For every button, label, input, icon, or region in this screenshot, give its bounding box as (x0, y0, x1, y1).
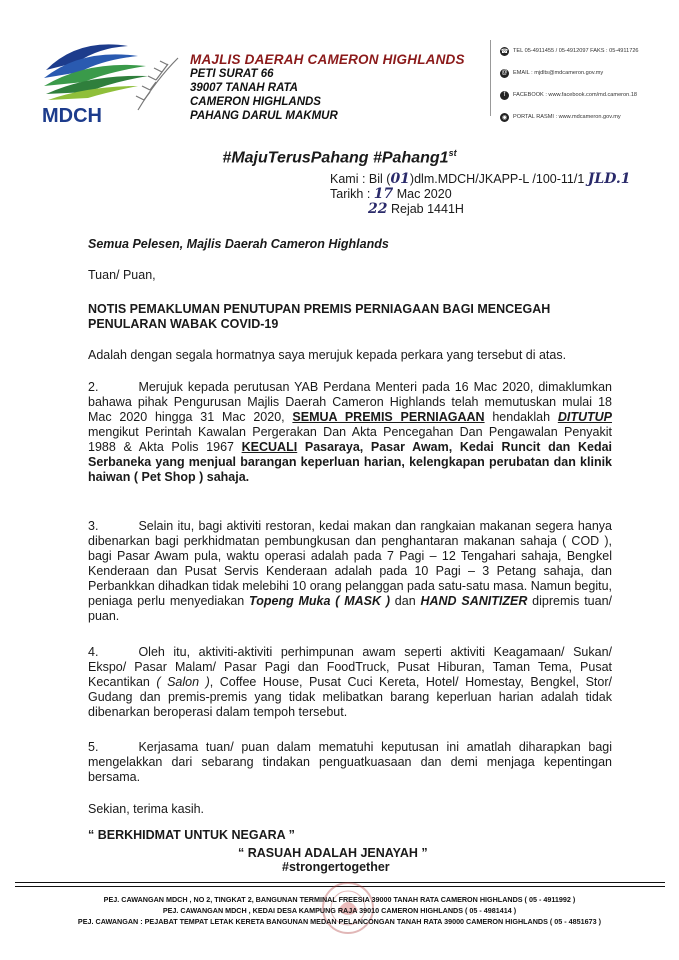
portal-icon: ◉ (501, 114, 508, 121)
contact-email: @ EMAIL : mjdlts@mdcameron.gov.my (501, 70, 604, 76)
reference-number: Kami : Bil (01)dlm.MDCH/JKAPP-L /100-11/1 JLD.1 (330, 171, 631, 187)
org-name: MAJLIS DAERAH CAMERON HIGHLANDS (190, 52, 465, 67)
footer-line-2: PEJ. CAWANGAN MDCH , KEDAI DESA KAMPUNG RAJA 39010 CAMERON HIGHLANDS ( 05 - 4981414 ) (162, 906, 517, 915)
reference-hijri: 22 Rejab 1441H (368, 201, 464, 217)
address-line-4: PAHANG DARUL MAKMUR (190, 110, 338, 122)
address-line-3: CAMERON HIGHLANDS (190, 96, 321, 108)
hashtag-title: #MajuTerusPahang #Pahang1st (222, 148, 457, 167)
footer-line-3: PEJ. CAWANGAN : PEJABAT TEMPAT LETAK KERETA BANGUNAN MEDAN PELANCONGAN TANAH RATA 39000 CAMERON HIGHLANDS ( 05 - 4851673 ) (77, 917, 602, 926)
contact-list (500, 40, 639, 128)
thanks-line: Sekian, terima kasih. (88, 802, 205, 816)
salutation: Semua Pelesen, Majlis Daerah Cameron Highlands (88, 237, 389, 251)
reference-block (330, 172, 631, 217)
facebook-icon: f (500, 91, 509, 100)
org-block (190, 52, 465, 123)
closing-motto-2: “ RASUAH ADALAH JENAYAH ” (238, 846, 428, 860)
paragraph-4: 4. Oleh itu, aktiviti-aktiviti perhimpunan awam seperti aktiviti Keagamaan/ Sukan/ Ekspo/ Pasar Malam/ Pasar Pagi dan FoodTruck, Pusat Hiburan, Taman Tema, Pusat Kecantikan ( Salon ), Coffee House, Pusat Cuci Kereta, Hotel/ Homestay, Bengkel, Stor/ Gudang dan premis-premis yang tidak melibatkan barang keperluan harian adalah tidak dibenarkan beroperasi dalam tempoh tersebut. (88, 645, 612, 719)
subject: NOTIS PEMAKLUMAN PENUTUPAN PREMIS PERNIAGAAN BAGI MENCEGAH PENULARAN WABAK COVID-19 (88, 302, 551, 331)
phone-icon: ☎ (500, 48, 509, 55)
reference-date: Tarikh : 17 Mac 2020 (330, 186, 452, 202)
intro-paragraph: Adalah dengan segala hormatnya saya merujuk kepada perkara yang tersebut di atas. (88, 348, 567, 362)
contact-portal: ◉ PORTAL RASMI : www.mdcameron.gov.my (501, 114, 621, 121)
closing-hashtag: #strongertogether (282, 860, 390, 874)
svg-text:MDCH: MDCH (42, 105, 102, 126)
mdch-logo (38, 30, 188, 126)
contact-facebook: f FACEBOOK : www.facebook.com/md.cameron.18 (500, 84, 639, 106)
address-line-1: PETI SURAT 66 (190, 68, 274, 80)
paragraph-3: 3. Selain itu, bagi aktiviti restoran, kedai makan dan rangkaian makanan segera hanya dibenarkan bagi perkhidmatan pembungkusan dan penghantaran makanan sahaja ( COD ), bagi Pasar Awam pula, waktu operasi adalah pada 7 Pagi – 12 Tengahari sahaja, Bengkel Kenderaan dan Pusat Servis Kenderaan adalah pada 10 Pagi – 3 Petang sahaja, dan Perbankkan dihadkan tidak melebihi 10 orang pelanggan pada satu-satu masa. Namun begitu, peniaga perlu menyediakan Topeng Muka ( MASK ) dan HAND SANITIZER dipremis tuan/ puan. (88, 519, 612, 623)
closing-motto-1: “ BERKHIDMAT UNTUK NEGARA ” (88, 828, 295, 842)
paragraph-5: 5. Kerjasama tuan/ puan dalam mematuhi keputusan ini amatlah diharapkan bagi mengelakkan dari sebarang tindakan penguatkuasaan dan demi menjaga kepentingan bersama. (88, 740, 612, 784)
footer-line-1: PEJ. CAWANGAN MDCH , NO 2, TINGKAT 2, BANGUNAN TERMINAL FREESIA 39000 TANAH RATA CAMERON HIGHLANDS ( 05 - 4911992 ) (103, 895, 576, 904)
header-divider (490, 40, 491, 116)
contact-phone: ☎ TEL 05-4911455 / 05-4912097 FAKS : 05-4911726 (500, 48, 639, 55)
address-line-2: 39007 TANAH RATA (190, 82, 298, 94)
greeting: Tuan/ Puan, (88, 268, 156, 282)
email-icon: @ (501, 70, 508, 76)
paragraph-2: 2. Merujuk kepada perutusan YAB Perdana Menteri pada 16 Mac 2020, dimaklumkan bahawa pihak Pengurusan Majlis Daerah Cameron Highlands telah memutuskan mulai 18 Mac 2020 hingga 31 Mac 2020, SEMUA PREMIS PERNIAGAAN hendaklah DITUTUP mengikut Perintah Kawalan Pergerakan Dan Akta Pencegahan Dan Pengawalan Penyakit 1988 & Akta Polis 1967 KECUALI Pasaraya, Pasar Awam, Kedai Runcit dan Kedai Serbaneka yang menjual barangan keperluan harian, kelengkapan perubatan dan klinik haiwan ( Pet Shop ) sahaja. (88, 380, 613, 484)
